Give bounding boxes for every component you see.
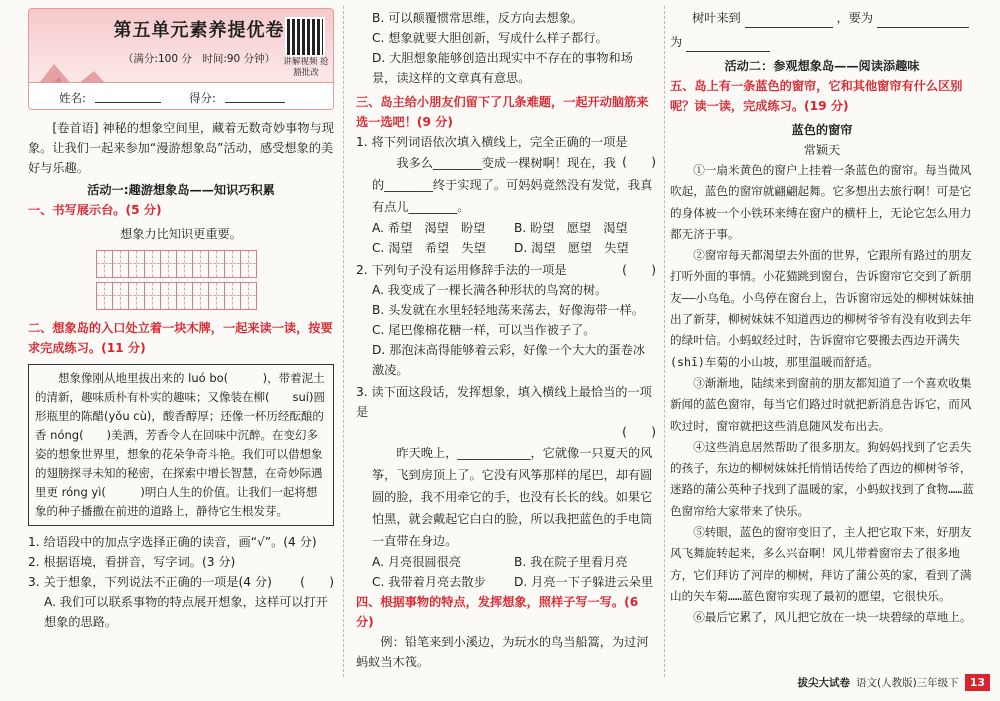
writing-grid-row2[interactable]	[96, 282, 334, 310]
s3-q2-option-b: B. 头发就在水里轻轻地荡来荡去，好像海带一样。	[372, 303, 645, 317]
story-paragraph-6: ⑥最后它累了，风儿把它放在一块一块碧绿的草地上。	[693, 610, 972, 625]
fill-line-1	[670, 8, 974, 28]
question-3-option-a: A. 我们可以联系事物的特点展开想象，这样可以打开想象的思路。	[44, 595, 328, 629]
brand-label: 拔尖大试卷	[797, 677, 850, 689]
s3-question-1	[356, 132, 656, 169]
column-divider	[343, 6, 344, 677]
exam-title: 第五单元素养提优卷	[113, 20, 285, 41]
section5-heading: 五、岛上有一条蓝色的窗帘，它和其他窗帘有什么区别呢？读一读，完成练习。(19 分)	[670, 79, 963, 113]
story-paragraph-2: ②窗帘每天都渴望去外面的世界，它跟所有路过的朋友打听外面的事情。小花猫跳到窗台，告诉窗帘它交到了新朋友——小乌龟。小鸟停在窗台上，告诉窗帘远处的柳树妹妹抽出了新芽，柳树妹妹不知道西边的柳树爷爷有没有收到去年的绿叶信。小蚂蚁经过时，告诉窗帘它要搬去西边开满失(shī)车菊的小山坡，那里温暖而舒适。	[670, 248, 974, 369]
copy-sentence: 想象力比知识更重要。	[120, 227, 242, 241]
blank-field[interactable]	[686, 37, 770, 52]
s3-q3-passage: 昨天晚上，____________，它就像一只夏天的风筝，飞到房顶上了。它没有风筝那样的尾巴，却有圆圆的脸，我不用牵它的手，也没有长长的线。如果它怕黑，就会戴起它白白的脸，所以我把蓝色的手电筒一直带在身边。	[372, 446, 653, 548]
story-paragraph-5: ⑤转眼，蓝色的窗帘变旧了，主人把它取下来，好朋友风飞舞旋转起来，多么兴奋啊！风儿带着窗帘去了很多地方，它们拜访了河岸的柳树，拜访了蒲公英的家，看到了满山的矢车菊……蓝色窗帘实现了最初的愿望，它很快乐。	[670, 525, 972, 603]
story-paragraph-4: ④这些消息居然帮助了很多朋友。狗妈妈找到了它丢失的孩子，东边的柳树妹妹托悄悄话传给了西边的柳树爷爷，迷路的蒲公英种子找到了温暖的家，小蚂蚁找到了食物……蓝色窗帘给大家带来了快乐。	[670, 439, 974, 518]
fill-line-2-prefix: 为	[670, 35, 683, 49]
s3-q2-option-c: C. 尾巴像棉花糖一样，可以当作被子了。	[372, 323, 596, 337]
option-d[interactable]: D. 渴望 愿望 失望	[514, 241, 629, 255]
activity2-heading: 活动二：参观想象岛——阅读添趣味	[724, 59, 920, 73]
name-label: 姓名:	[59, 91, 86, 105]
section4-heading: 四、根据事物的特点，发挥想象，照样子写一写。(6 分)	[356, 595, 639, 629]
option-a[interactable]: A. 希望 渴望 盼望	[372, 221, 486, 235]
option-c[interactable]: C. 渴望 希望 失望	[372, 241, 486, 255]
question-3-text: 3. 关于想象，下列说法不正确的一项是(4 分)	[28, 575, 272, 589]
s3-q1-passage: 我多么________变成一棵树啊！现在，我的________终于实现了。可妈妈竟然没有发觉，我真有点儿________。	[372, 156, 653, 214]
blank-field[interactable]	[745, 13, 833, 28]
intro-text: [卷首语] 神秘的想象空间里，藏着无数奇妙事物与现象。让我们一起来参加“漫游想象岛”活动，感受想象的美好与乐趣。	[28, 121, 334, 175]
reading-passage	[28, 364, 334, 526]
s3-question-2	[356, 260, 656, 280]
story-body	[670, 160, 974, 629]
s3-q3-options-row1	[356, 552, 656, 572]
story-author: 常颖天	[803, 143, 841, 157]
story-paragraph-3: ③渐渐地，陆续来到窗前的朋友都知道了一个喜欢收集新闻的蓝色窗帘，每当它们路过时就把新消息告诉它，而风吹过时，窗帘就把这些消息随风发布出去。	[670, 375, 972, 433]
s3-q2-option-d: D. 那泡沫高得能够着云彩，好像一个大大的蛋卷冰激凌。	[372, 343, 646, 377]
option-b[interactable]: B. 我在院子里看月亮	[514, 555, 628, 569]
name-score-bar	[29, 82, 333, 109]
s3-q1-options-row2	[356, 238, 656, 258]
qr-label: 讲解视频 抢豁批改	[283, 57, 329, 78]
score-field[interactable]	[225, 102, 285, 103]
section4-example: 例：铅笔来到小溪边，为玩水的鸟当船篙，为过河蚂蚁当木筏。	[356, 635, 649, 669]
answer-paren[interactable]: ( )	[622, 263, 656, 277]
qr-code-icon[interactable]	[285, 17, 325, 57]
exam-header	[28, 8, 334, 110]
column-divider	[664, 6, 665, 677]
score-label: 得分:	[189, 91, 216, 105]
option-b: B. 可以颠覆惯常思维，反方向去想象。	[372, 11, 584, 25]
section2-heading: 二、想象岛的入口处立着一块木牌，一起来读一读，按要求完成练习。(11 分)	[28, 321, 333, 355]
question-3	[28, 572, 334, 592]
column-middle	[356, 8, 656, 672]
activity1-heading: 活动一:趣游想象岛——知识巧积累	[87, 183, 275, 197]
story-title: 蓝色的窗帘	[791, 123, 853, 137]
writing-grid-row1[interactable]	[96, 250, 334, 278]
s3-q2-text: 2. 下列句子没有运用修辞手法的一项是	[356, 263, 567, 277]
s3-question-3: 3. 读下面这段话，发挥想象，填入横线上最恰当的一项是	[356, 385, 652, 419]
s3-q3-options-row2	[356, 572, 656, 592]
blank-field[interactable]	[877, 13, 969, 28]
question-2: 2. 根据语境，看拼音，写字词。(3 分)	[28, 555, 236, 569]
page-footer	[797, 674, 990, 691]
exam-meta: （满分:100 分 时间:90 分钟）	[122, 53, 276, 65]
option-d[interactable]: D. 月亮一下子躲进云朵里	[514, 575, 654, 589]
fill-line-1-prefix: 树叶来到	[692, 11, 741, 25]
option-a[interactable]: A. 月亮很圆很亮	[372, 555, 461, 569]
column-right	[670, 8, 974, 629]
option-c: C. 想象就要大胆创新，写成什么样子都行。	[372, 31, 608, 45]
answer-paren[interactable]: ( )	[622, 425, 656, 439]
fill-line-1-middle: ，要为	[836, 11, 874, 25]
option-d: D. 大胆想象能够创造出现实中不存在的事物和场景，读这样的文章真有意思。	[372, 51, 633, 85]
fill-line-2	[670, 32, 974, 52]
story-paragraph-1: ①一扇米黄色的窗户上挂着一条蓝色的窗帘。每当微风吹起，蓝色的窗帘就翩翩起舞。它多想出去旅行啊！可是它的身体被一个小铁环来缚在窗户的横杆上，无论它怎么用力都无济于事。	[670, 163, 972, 241]
option-c[interactable]: C. 我带着月亮去散步	[372, 575, 486, 589]
column-left	[28, 8, 334, 632]
option-b[interactable]: B. 盼望 愿望 渴望	[514, 221, 628, 235]
answer-paren[interactable]: ( )	[300, 575, 334, 589]
answer-paren[interactable]: ( )	[622, 155, 656, 169]
question-1: 1. 给语段中的加点字选择正确的读音，画“√”。(4 分)	[28, 535, 317, 549]
section1-heading: 一、书写展示台。(5 分)	[28, 203, 162, 217]
name-field[interactable]	[95, 102, 161, 103]
s3-q2-option-a: A. 我变成了一棵长满各种形状的鸟窝的树。	[372, 283, 608, 297]
s3-q1-text: 1. 将下列词语依次填入横线上，完全正确的一项是	[356, 135, 628, 149]
section3-heading: 三、岛主给小朋友们留下了几条难题，一起开动脑筋来选一选吧！(9 分)	[356, 95, 649, 129]
s3-q1-options-row1	[356, 218, 656, 238]
passage-text: 想象像刚从地里拔出来的 luó bo( )，带着泥土的清新，趣味质朴有朴实的趣味；又像装在柳( suí)圆形瓶里的陈醋(yǒu cù)，酸香醇厚；还像一杯历经酝酿的香 nóng( )美酒，芳香令人在回味中沉醉。在变幻多姿的想象世界里，想象的花朵争奇斗艳。我们可以借想象的翅膀探寻未知的秘密，在探索中增长智慧，在奇妙际遇里更 róng yì( )明白人生的价值。让我们一起将想象的种子播撒在前进的道路上，静待它生根发芽。	[35, 371, 325, 518]
page-number: 13	[965, 674, 990, 691]
subject-label: 语文(人教版)三年级下	[855, 677, 959, 689]
